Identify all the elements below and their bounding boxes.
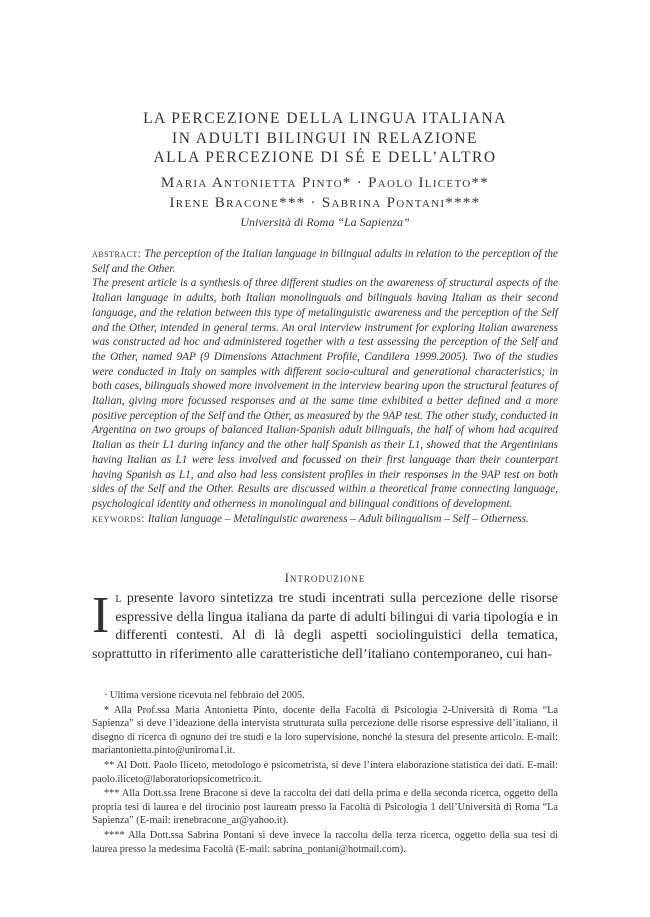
title-line-1: LA PERCEZIONE DELLA LINGUA ITALIANA: [143, 110, 507, 127]
footnote-4: **** Alla Dott.ssa Sabrina Pontani si deve invece la raccolta della terza ricerca, oggetto della sua tesi di laurea presso la medesima Facoltà (E-mail: sabrina_pontani@hotmail.com).: [92, 829, 558, 855]
drop-cap: I: [92, 587, 110, 644]
title-line-2: IN ADULTI BILINGUI IN RELAZIONE: [172, 129, 478, 147]
footnote-1: * Alla Prof.ssa Maria Antonietta Pinto, docente della Facoltà di Psicologia 2-Università di Roma “La Sapienza” si deve l’ideazione della intervista strutturata sulla percezione delle risorse espressive dell’italiano, il disegno di ricerca di ognuno dei tre studi e la loro supervisione, nonché la stesura del presente articolo. E-mail: mariantonietta.pinto@uniroma1.it.: [92, 704, 558, 757]
body-text: [92, 587, 558, 664]
article-title: [0, 109, 650, 168]
title-line-3: ALLA PERCEZIONE DI SÉ E DELL’ALTRO: [153, 149, 497, 166]
body-paragraph: presente lavoro sintetizza tre studi incentrati sulla percezione delle risorse espressive della lingua italiana da parte di adulti bilingui di varia tipologia e in differenti contesti. Al di là degli aspetti sociolinguistici della tematica, soprattutto in riferimento alle caratteristiche dell’italiano contemporaneo, cui han-: [92, 591, 558, 662]
keywords-label: keywords:: [92, 512, 145, 525]
footnotes: [92, 689, 558, 857]
author-list: [0, 173, 650, 213]
authors-line-2: Irene Bracone*** · Sabrina Pontani****: [169, 195, 481, 211]
abstract-label: abstract:: [92, 248, 142, 260]
footnote-2: ** Al Dott. Paolo Iliceto, metodologo e psicometrista, si deve l’intera elaborazione statistica dei dati. E-mail: paolo.iliceto@laboratoriopsicometrico.it.: [92, 759, 558, 785]
abstract-body: The present article is a synthesis of three different studies on the awareness of structural aspects of the Italian language in adults, both Italian monolinguals and bilinguals having Italian as their second language, and the relation between this type of metalinguistic awareness and the perception of the Self and the Other, intended in general terms. An oral interview instrument for exploring Italian awareness was constructed ad hoc and administered together with a test assessing the perception of the Self and the Other, named 9AP (9 Dimensions Attachment Profile, Candilera 1999.2005). Two of the studies were conducted in Italy on samples with different socio-cultural and generational characteristics; in both cases, bilinguals showed more involvement in the interview bearing upon the structural features of Italian, giving more focussed responses and at the same time exhibited a better defined and a more positive perception of the Self and the Other, as measured by the 9AP test. The other study, conducted in Argentina on two groups of balanced Italian-Spanish adult bilinguals, the half of whom had acquired Italian as their L1 during infancy and the other half Spanish as their L1, showed that the Argentinians having Italian as L1 were less involved and focussed on their first language than their counterpart having Spanish as L1, and also had less consistent profiles in their responses in the 9AP test on both sides of the Self and the Other. Results are discussed within a theoretical frame connecting language, psychological identity and otherness in monolingual and bilingual conditions of development.: [92, 277, 558, 510]
abstract: [92, 247, 558, 526]
affiliation: Università di Roma “La Sapienza”: [240, 215, 410, 229]
lead-letters: l: [115, 591, 122, 606]
keywords-text: Italian language – Metalinguistic awareness – Adult bilingualism – Self – Otherness.: [147, 512, 529, 525]
abstract-title: The perception of the Italian language in bilingual adults in relation to the perception of the Self and the Other.: [92, 248, 558, 275]
authors-line-1: Maria Antonietta Pinto* · Paolo Iliceto**: [160, 175, 490, 191]
footnote-3: *** Alla Dott.ssa Irene Bracone si deve la raccolta dei dati della prima e della seconda ricerca, oggetto della propria tesi di laurea e del tirocinio post lauream presso la Facoltà di Psicologia 1 dell’Università di Roma “La Sapienza” (E-mail: irenebracone_ar@yahoo.it).: [92, 788, 558, 827]
footnote-0: · Ultima versione ricevuta nel febbraio del 2005.: [104, 690, 305, 701]
section-heading: Introduzione: [284, 570, 366, 585]
